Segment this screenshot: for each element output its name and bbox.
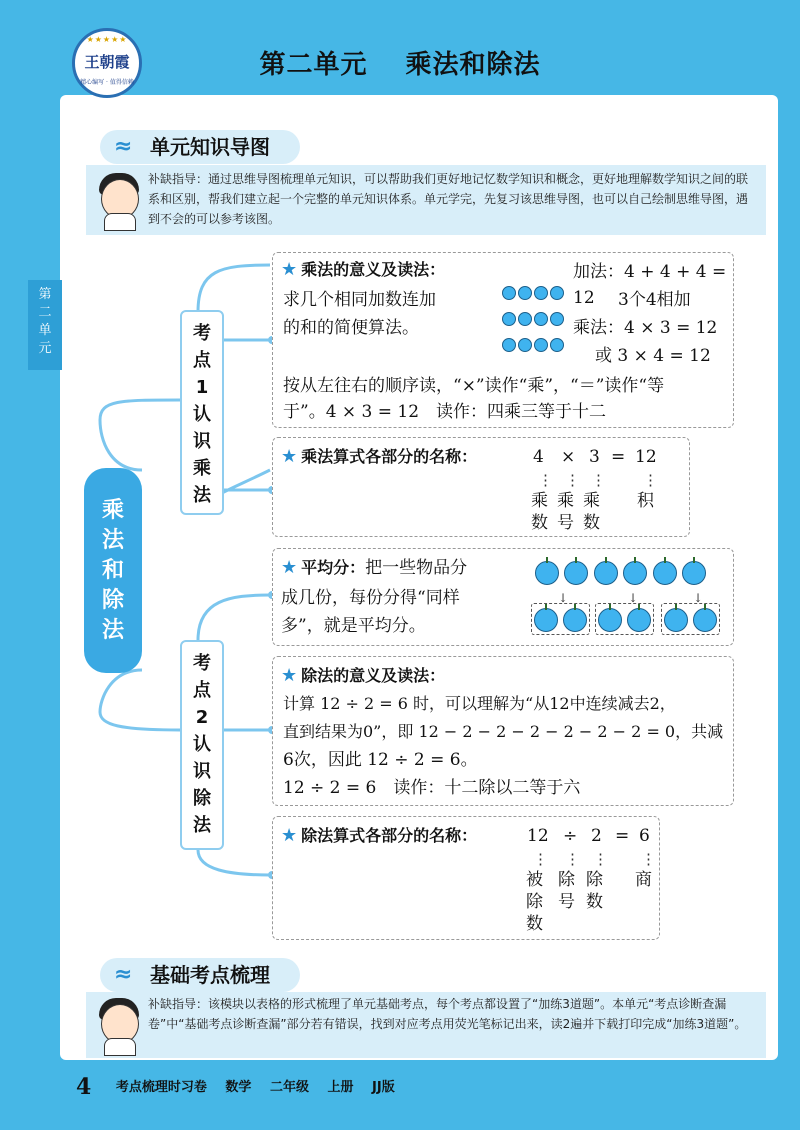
div-name-2: 除数	[586, 870, 603, 912]
section-title: 基础考点梳理	[150, 963, 270, 987]
grade: 二年级	[269, 1080, 309, 1095]
div-expr-1: ÷	[563, 826, 578, 846]
card1-three-fours: 3个4相加	[618, 290, 691, 310]
point2-node	[180, 640, 224, 850]
mul-expr-3: =	[611, 447, 626, 467]
star-icon: ★	[281, 825, 298, 846]
card-multiplication-meaning	[272, 252, 734, 428]
point2-label: 考点2 认识除法	[193, 653, 211, 836]
div-expr-0: 12	[527, 826, 549, 846]
div-expr-3: =	[615, 826, 630, 846]
term: 上册	[327, 1080, 354, 1095]
card4-l4: 12 ÷ 2 = 6 读作：十二除以二等于六	[283, 778, 581, 798]
mul-name-1: 乘号	[557, 491, 574, 533]
mul-name-0: 乘数	[531, 491, 548, 533]
div-name-3: 商	[635, 870, 652, 890]
card2-title: ★ 乘法算式各部分的名称：	[281, 446, 478, 467]
card4-l3: 6次，因此 12 ÷ 2 = 6。	[283, 750, 478, 770]
group-box-3	[661, 603, 720, 635]
apples-row-icon	[535, 559, 706, 585]
card1-line2: 的和的简便算法。	[283, 318, 419, 338]
div-expr-2: 2	[591, 826, 602, 846]
card1-title: ★ 乘法的意义及读法：	[281, 259, 446, 280]
guide-text: 补缺指导：该模块以表格的形式梳理了单元基础考点，每个考点都设置了“加练3道题”。本单元“考点诊断查漏卷”中“基础考点诊断查漏”部分若有错误，找到对应考点用荧光笔标记出来，读2遍并下载打印完成“加练3道题”。	[148, 997, 747, 1031]
card1-read2: 于”。4 × 3 = 12 读作：四乘三等于十二	[283, 402, 607, 422]
edition: JJ版	[372, 1080, 395, 1095]
card4-l2: 直到结果为0”，即 12 − 2 − 2 − 2 − 2 − 2 − 2 = 0，共减	[283, 722, 724, 741]
mul-expr-2: 3	[589, 447, 600, 467]
arrow-down-icon: ↓	[628, 591, 639, 605]
star-icon: ★	[281, 557, 298, 578]
connector-root-p1	[100, 400, 180, 470]
guide-box-points	[86, 992, 766, 1058]
guide-text: 补缺指导：通过思维导图梳理单元知识，可以帮助我们更好地记忆数学知识和概念，更好地理解数学知识之间的联系和区别，帮我们建立起一个完整的单元知识体系。单元学完，先复习该思维导图，也可以自己绘制思维导图，遇到不会的可以参考该图。	[148, 172, 749, 226]
arrow-down-icon: ↓	[558, 591, 569, 605]
logo-stars: ★★★★★	[86, 35, 128, 44]
group-box-1	[531, 603, 590, 635]
card3-line2: 成几份，每份分得“同样	[281, 588, 460, 608]
wave-icon: ≈	[114, 134, 133, 159]
card1-or: 或 3 × 4 = 12	[595, 346, 711, 366]
mind-map-root	[84, 468, 142, 673]
card-multiplication-parts: ★ 乘法算式各部分的名称： 4 × 3 = 12 ⋮ ⋮ ⋮ ⋮ 乘数 乘号 乘数 积	[272, 437, 690, 537]
star-icon: ★	[281, 665, 298, 686]
card4-l1: 计算 12 ÷ 2 = 6 时，可以理解为“从12中连续减去2，	[283, 694, 676, 713]
card1-read1: 按从左往右的顺序读，“×”读作“乘”，“＝”读作“等	[283, 376, 665, 396]
root-label: 乘法和除法	[101, 498, 124, 643]
card4-title: ★ 除法的意义及读法：	[281, 665, 446, 686]
mul-expr-4: 12	[635, 447, 657, 467]
card1-mul: 乘法：4 × 3 = 12	[573, 318, 718, 338]
section-heading-points	[100, 958, 300, 992]
card5-title: ★ 除法算式各部分的名称：	[281, 825, 478, 846]
page-footer	[76, 1074, 409, 1100]
card1-line1: 求几个相同加数连加	[283, 290, 436, 310]
card1-add: 加法：4 + 4 + 4 = 12	[573, 262, 727, 308]
logo-subtitle: 精心编写 · 值得信赖	[80, 79, 134, 86]
div-expr-4: 6	[639, 826, 650, 846]
div-name-1: 除号	[558, 870, 575, 912]
avatar-boy-icon	[96, 994, 142, 1054]
mul-expr-1: ×	[561, 447, 576, 467]
point1-label: 考点1 认识乘法	[193, 323, 211, 506]
subject: 数学	[225, 1080, 252, 1095]
unit-label: 第二单元	[259, 50, 368, 80]
card-equal-sharing	[272, 548, 734, 646]
wave-icon: ≈	[114, 962, 133, 987]
logo-text: 王朝霞	[84, 53, 130, 71]
side-tab-label: 第二单元	[38, 287, 52, 356]
star-icon: ★	[281, 259, 298, 280]
div-name-0: 被除数	[526, 870, 543, 934]
mul-expr-0: 4	[533, 447, 544, 467]
card-division-meaning	[272, 656, 734, 806]
page-number: 4	[76, 1074, 92, 1100]
point1-node	[180, 310, 224, 515]
mul-name-3: 积	[637, 491, 654, 511]
card-division-parts: ★ 除法算式各部分的名称： 12 ÷ 2 = 6 ⋮ ⋮ ⋮ ⋮ 被除数 除号 除数 商	[272, 816, 660, 940]
section-title: 单元知识导图	[150, 135, 270, 159]
card3-line1: ★ 平均分：把一些物品分	[281, 557, 468, 578]
arrow-down-icon: ↓	[693, 591, 704, 605]
card3-line3: 多”，就是平均分。	[281, 616, 426, 636]
star-icon: ★	[281, 446, 298, 467]
unit-title: 乘法和除法	[405, 50, 541, 80]
group-box-2	[595, 603, 654, 635]
apple-grid-icon	[501, 283, 571, 361]
book-name: 考点梳理时习卷	[115, 1080, 207, 1095]
connector-root-p2	[100, 670, 180, 730]
mul-name-2: 乘数	[583, 491, 600, 533]
